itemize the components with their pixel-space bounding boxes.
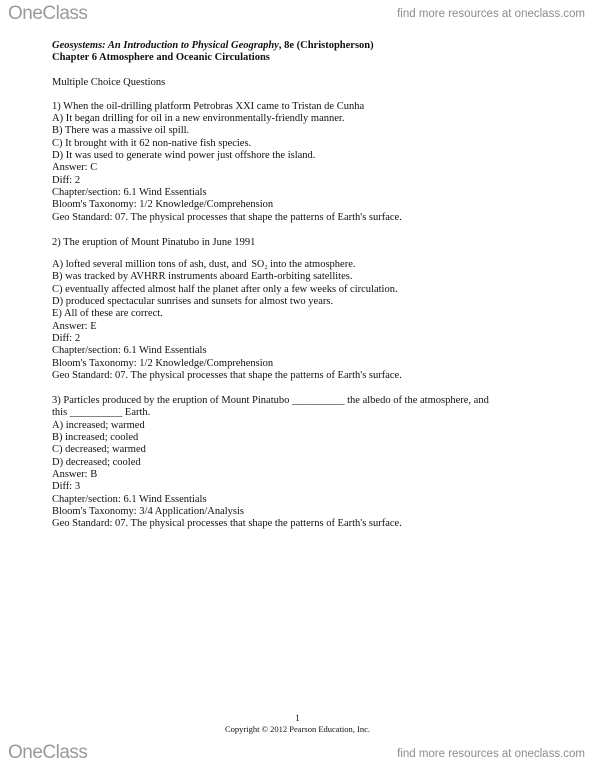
q3-option-a: A) increased; warmed bbox=[52, 419, 145, 431]
q3-section: Chapter/section: 6.1 Wind Essentials bbox=[52, 493, 207, 505]
q1-option-c: C) It brought with it 62 non-native fish species. bbox=[52, 137, 252, 149]
q1-option-b: B) There was a massive oil spill. bbox=[52, 125, 190, 137]
book-title: Geosystems: An Introduction to Physical Geography, 8e (Christopherson) bbox=[52, 40, 374, 51]
q1-diff: Diff: 2 bbox=[52, 174, 81, 186]
section-heading: Multiple Choice Questions bbox=[52, 76, 166, 88]
oneclass-logo-bottom[interactable]: OneClass bbox=[8, 742, 88, 763]
q2-option-c: C) eventually affected almost half the planet after only a few weeks of circulation. bbox=[52, 283, 398, 295]
copyright-notice: Copyright © 2012 Pearson Education, Inc. bbox=[224, 724, 371, 734]
so2-formula: SO₂ bbox=[251, 259, 268, 271]
q3-geo: Geo Standard: 07. The physical processes that shape the patterns of Earth's surface. bbox=[52, 518, 402, 530]
q1-bloom: Bloom's Taxonomy: 1/2 Knowledge/Comprehension bbox=[52, 199, 274, 211]
q1-answer: Answer: C bbox=[52, 162, 98, 174]
q2-bloom: Bloom's Taxonomy: 1/2 Knowledge/Comprehension bbox=[52, 357, 274, 369]
question-3-stem: 3) Particles produced by the eruption of Mount Pinatubo __________ the albedo of the atmosphere, and bbox=[52, 395, 489, 407]
q1-section: Chapter/section: 6.1 Wind Essentials bbox=[52, 186, 207, 198]
q2-option-b: B) was tracked by AVHRR instruments aboard Earth-orbiting satellites. bbox=[52, 271, 353, 283]
q2-geo: Geo Standard: 07. The physical processes that shape the patterns of Earth's surface. bbox=[52, 369, 402, 381]
q3-option-d: D) decreased; cooled bbox=[52, 456, 141, 468]
question-3-stem-cont: this __________ Earth. bbox=[52, 407, 151, 419]
q3-option-c: C) decreased; warmed bbox=[52, 444, 146, 456]
q2-option-d: D) produced spectacular sunrises and sunsets for almost two years. bbox=[52, 296, 334, 308]
top-banner bbox=[0, 0, 595, 30]
q3-bloom: Bloom's Taxonomy: 3/4 Application/Analysis bbox=[52, 505, 245, 517]
oneclass-link-bottom[interactable]: find more resources at oneclass.com bbox=[397, 748, 585, 760]
q2-answer: Answer: E bbox=[52, 320, 97, 332]
q2-option-a: A) lofted several million tons of ash, dust, and SO₂ into the atmosphere. bbox=[52, 259, 356, 271]
document-body bbox=[52, 40, 552, 530]
q1-option-a: A) It began drilling for oil in a new environmentally-friendly manner. bbox=[52, 113, 345, 125]
page-number: 1 bbox=[295, 713, 300, 723]
question-1-stem: 1) When the oil-drilling platform Petrobras XXI came to Tristan de Cunha bbox=[52, 100, 365, 112]
bottom-banner bbox=[0, 738, 595, 770]
question-2-stem: 2) The eruption of Mount Pinatubo in June 1991 bbox=[52, 236, 256, 248]
chapter-title: Chapter 6 Atmosphere and Oceanic Circulations bbox=[52, 52, 270, 64]
q3-answer: Answer: B bbox=[52, 468, 98, 480]
q2-option-e: E) All of these are correct. bbox=[52, 308, 163, 320]
q3-option-b: B) increased; cooled bbox=[52, 432, 139, 444]
oneclass-link[interactable]: find more resources at oneclass.com bbox=[397, 8, 585, 20]
q2-section: Chapter/section: 6.1 Wind Essentials bbox=[52, 345, 207, 357]
oneclass-logo[interactable]: OneClass bbox=[8, 3, 88, 24]
q1-geo: Geo Standard: 07. The physical processes that shape the patterns of Earth's surface. bbox=[52, 211, 402, 223]
q3-diff: Diff: 3 bbox=[52, 481, 81, 493]
q1-option-d: D) It was used to generate wind power just offshore the island. bbox=[52, 150, 316, 162]
q2-diff: Diff: 2 bbox=[52, 332, 81, 344]
